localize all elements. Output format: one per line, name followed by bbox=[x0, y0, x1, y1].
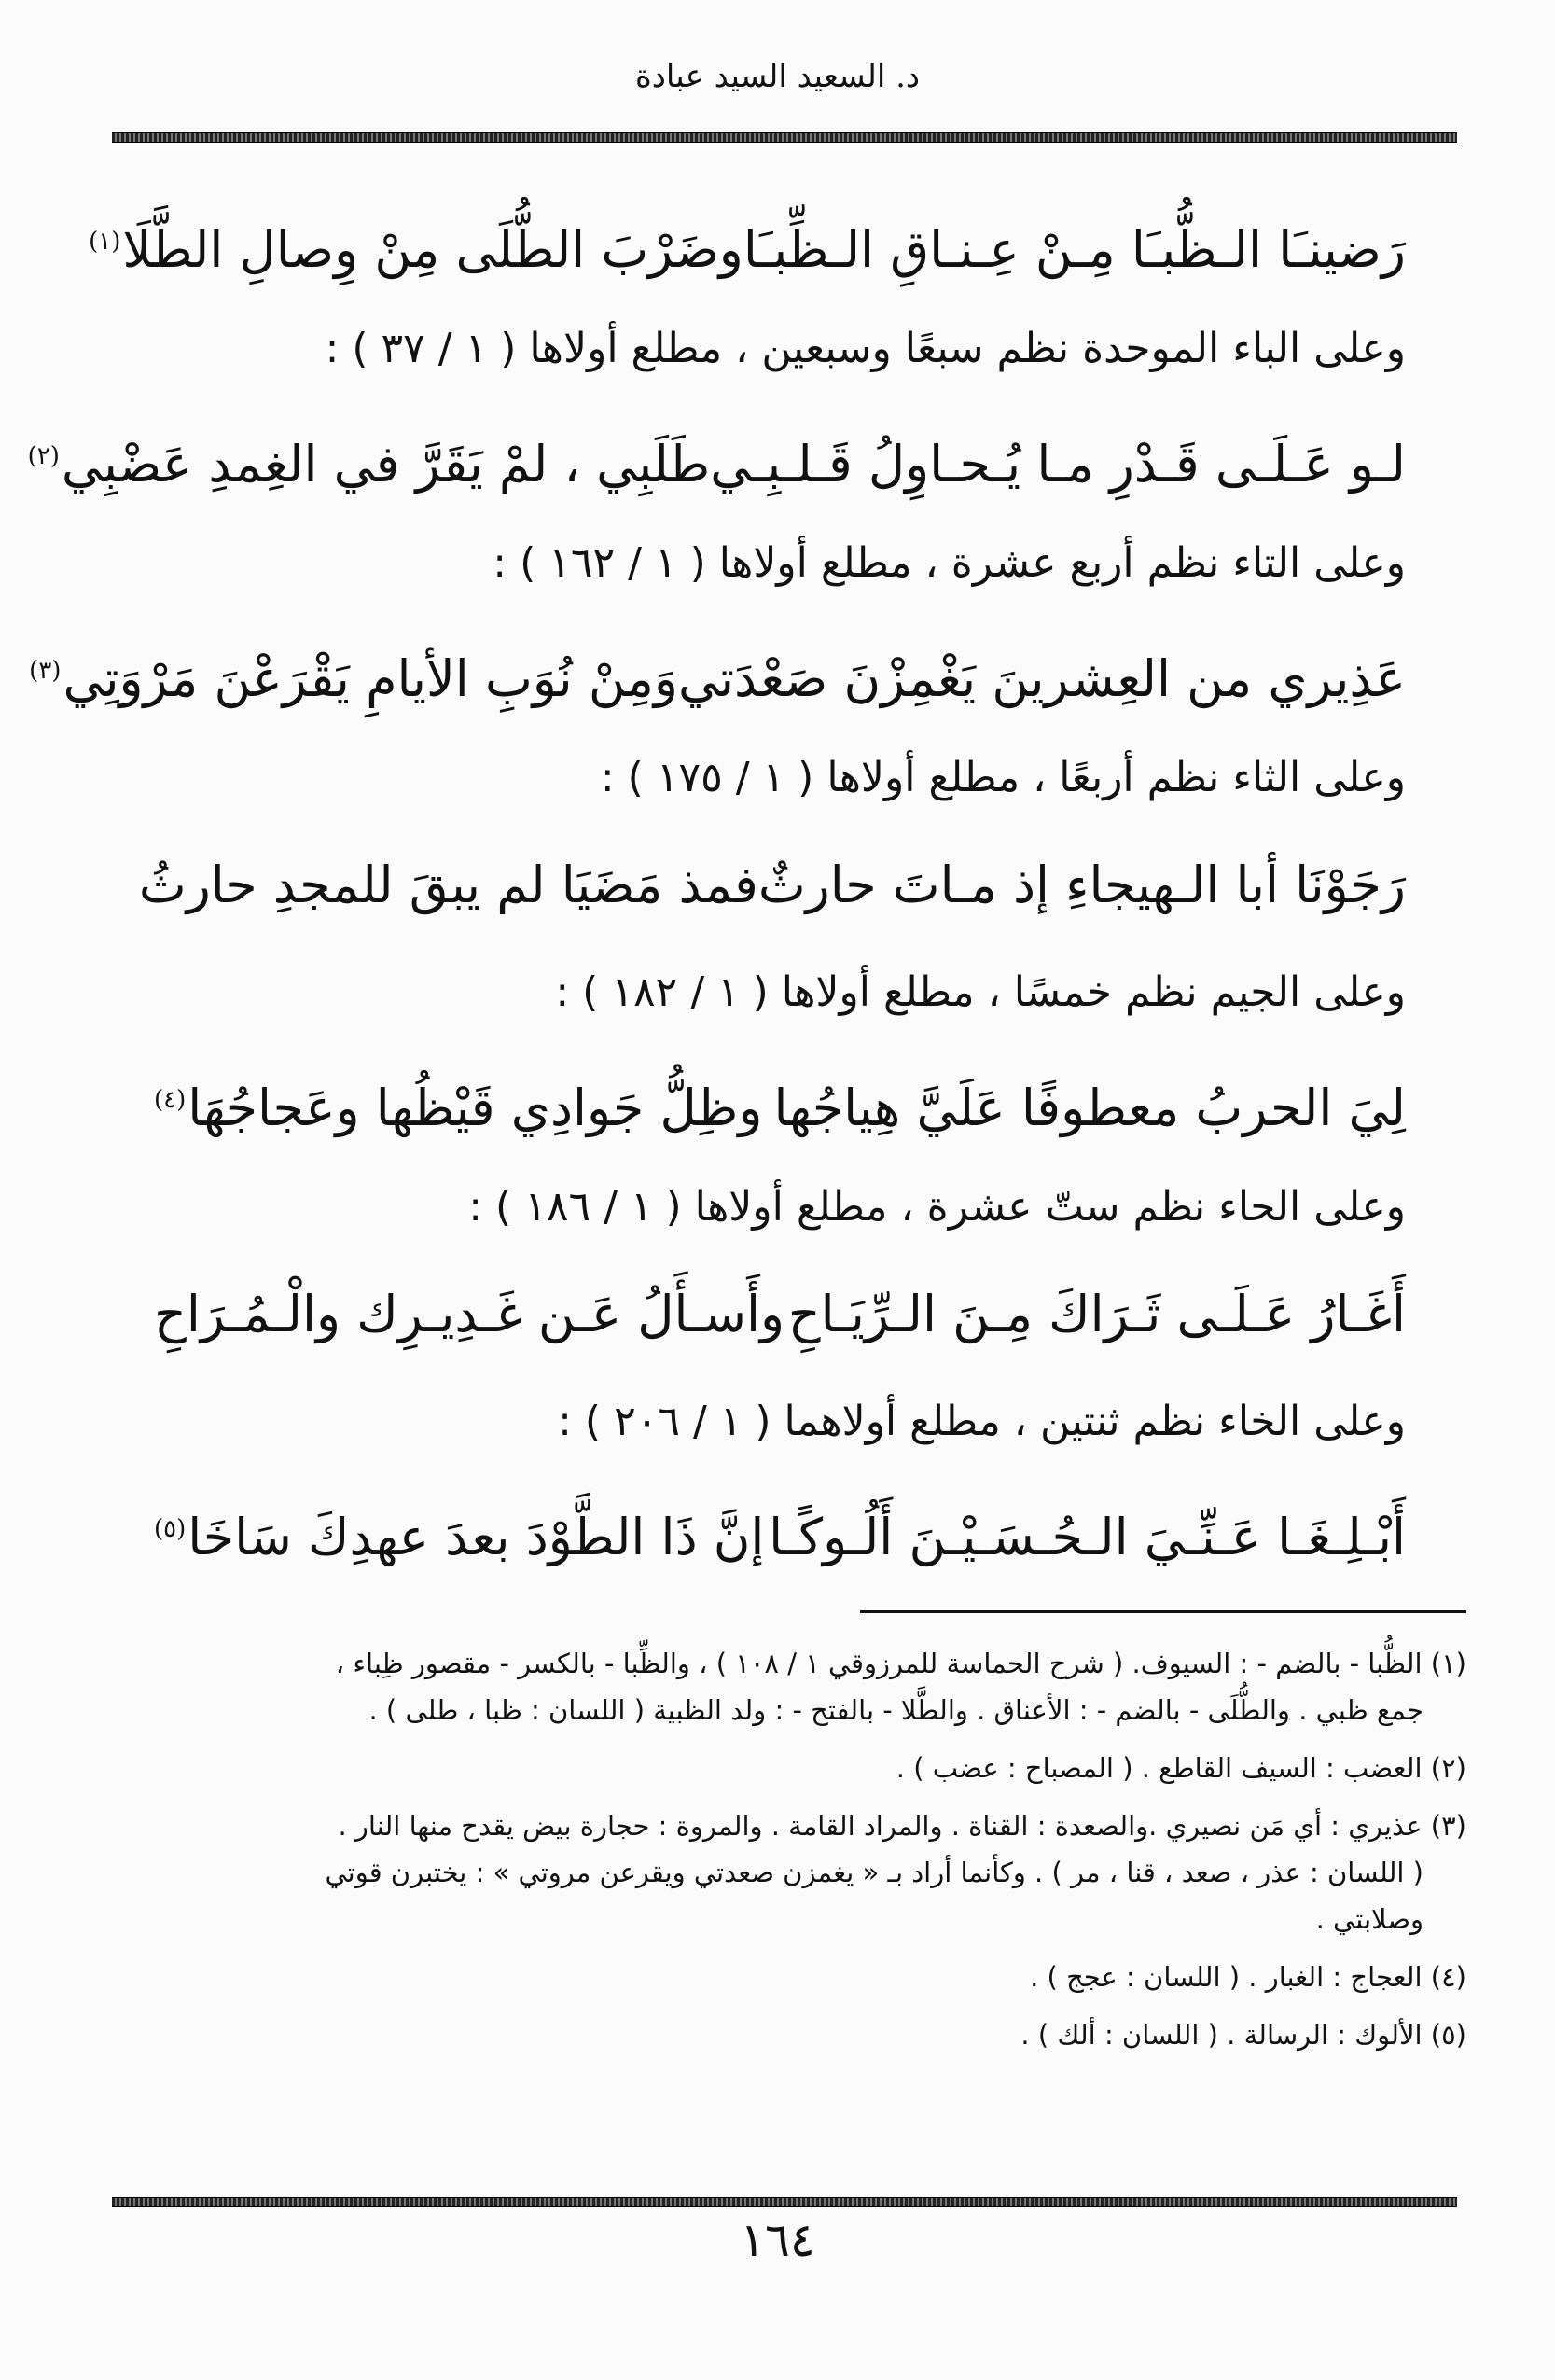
verse-first-hemistich: لـو عَـلَـى قَـدْرِ مـا يُـحـاوِلُ قَـلـبِـي bbox=[710, 435, 1406, 494]
verse-second-hemistich bbox=[154, 1474, 764, 1593]
footer-divider bbox=[112, 2197, 1457, 2207]
prose-line: وعلى التاء نظم أربع عشرة ، مطلع أولاها ( ١ / ١٦٢ ) : bbox=[493, 539, 1406, 587]
verse-second-hemistich bbox=[29, 616, 678, 734]
footnote-line: جمع ظبي . والطُّلَى - بالضم - : الأعناق . والطَّلا - بالفتح - : ولد الظبية ( اللسان : ظبا ، طلى ) . bbox=[368, 1694, 1423, 1726]
footnote-marker[interactable]: (١) bbox=[89, 228, 121, 256]
verse-second-hemistich bbox=[154, 1260, 784, 1370]
running-header-author: د. السعيد السيد عبادة bbox=[634, 58, 921, 95]
footnote-entry bbox=[93, 1802, 1466, 1942]
footnote-line: (٥) الألوك : الرسالة . ( اللسان : ألك ) . bbox=[1020, 2019, 1466, 2051]
verse-line bbox=[154, 1260, 1406, 1370]
page-number: ١٦٤ bbox=[740, 2213, 815, 2267]
footnote-marker[interactable]: (٣) bbox=[29, 657, 62, 685]
footnote-entry bbox=[93, 1954, 1466, 2000]
verse-line bbox=[138, 830, 1406, 940]
footnote-line: (٢) العضب : السيف القاطع . ( المصباح : عضب ) . bbox=[896, 1752, 1466, 1784]
verse-line bbox=[29, 616, 1406, 726]
prose-line: وعلى الجيم نظم خمسًا ، مطلع أولاها ( ١ / ١٨٢ ) : bbox=[555, 968, 1406, 1016]
footnote-line: (١) الظُّبا - بالضم - : السيوف. ( شرح الحماسة للمرزوقي ١ / ١٠٨ ) ، والظِّبا - بالكسر - مقصور ظِباء ، bbox=[335, 1648, 1466, 1679]
footnote-marker[interactable]: (٢) bbox=[27, 442, 60, 470]
footnote-marker[interactable]: (٥) bbox=[154, 1515, 187, 1543]
verse-second-hemistich-text: وأَسـأَلُ عَـن غَـدِيـرِك والْـمُـرَاحِ bbox=[154, 1285, 785, 1343]
footnote-marker[interactable]: (٤) bbox=[154, 1086, 187, 1114]
verse-second-hemistich-text: وضَرْبَ الطُّلَى مِنْ وِصالِ الطَّلَا bbox=[122, 220, 743, 279]
footnote-entry bbox=[93, 1640, 1466, 1733]
footnotes bbox=[93, 1640, 1466, 2069]
verse-first-hemistich: رَضينـَا الـظُّبـَا مِـنْ عِـنـاقِ الـظِّبـَا bbox=[743, 220, 1406, 279]
verse-second-hemistich-text: وظِلُّ جَوادِي قَيْظُها وعَجاجُهَا bbox=[187, 1079, 763, 1137]
verse-second-hemistich bbox=[89, 187, 743, 305]
prose-line: وعلى الخاء نظم ثنتين ، مطلع أولاهما ( ١ / ٢٠٦ ) : bbox=[558, 1398, 1406, 1445]
verse-second-hemistich-text: فمذ مَضَيَا لم يبقَ للمجدِ حارثُ bbox=[138, 856, 758, 914]
verse-first-hemistich: رَجَوْنَا أبا الـهيجاءِ إذ مـاتَ حارثٌ bbox=[757, 856, 1406, 914]
footnote-entry bbox=[93, 2011, 1466, 2058]
prose-line: وعلى الباء الموحدة نظم سبعًا وسبعين ، مطلع أولاها ( ١ / ٣٧ ) : bbox=[325, 325, 1406, 372]
footnote-line: (٤) العجاج : الغبار . ( اللسان : عجج ) . bbox=[1030, 1961, 1466, 1993]
verse-first-hemistich: أَغَـارُ عَـلَـى ثَـرَاكَ مِـنَ الـرِّيَـاحِ bbox=[787, 1285, 1406, 1343]
verse-first-hemistich: لِيَ الحربُ معطوفًا عَلَيَّ هِياجُها bbox=[773, 1079, 1406, 1137]
footnote-entry bbox=[93, 1745, 1466, 1791]
prose-line: وعلى الثاء نظم أربعًا ، مطلع أولاها ( ١ / ١٧٥ ) : bbox=[600, 754, 1406, 801]
footnote-line: (٣) عذيري : أي مَن نصيري .والصعدة : القناة . والمراد القامة . والمروة : حجارة بيض يقدح منها النار . bbox=[338, 1810, 1466, 1842]
footnote-line: ( اللسان : عذر ، صعد ، قنا ، مر ) . وكأنما أراد بـ « يغمزن صعدتي ويقرعن مروتي » : يختبرن قوتي bbox=[325, 1857, 1423, 1888]
verse-line bbox=[154, 1474, 1406, 1584]
verse-second-hemistich-text: طَلَبِي ، لمْ يَقَرَّ في الغِمدِ عَضْبِي bbox=[61, 435, 711, 494]
footnote-separator bbox=[860, 1610, 1466, 1613]
verse-line bbox=[27, 401, 1406, 511]
verse-second-hemistich-text: وَمِنْ نُوَبِ الأيامِ يَقْرَعْنَ مَرْوَتِي bbox=[62, 649, 678, 708]
verse-second-hemistich-text: إنَّ ذَا الطَّوْدَ بعدَ عهدِكَ سَاخَا bbox=[187, 1508, 765, 1566]
verse-line bbox=[154, 1045, 1406, 1155]
verse-second-hemistich bbox=[154, 1045, 762, 1163]
footnote-line: وصلابتي . bbox=[1315, 1903, 1423, 1935]
verse-second-hemistich bbox=[139, 830, 758, 940]
verse-line bbox=[89, 187, 1406, 297]
header-divider bbox=[112, 132, 1457, 143]
verse-second-hemistich bbox=[28, 401, 711, 520]
main-text bbox=[27, 187, 1406, 1584]
verse-first-hemistich: عَذِيري من العِشرينَ يَغْمِزْنَ صَعْدَتي bbox=[678, 649, 1406, 708]
verse-first-hemistich: أَبْـلِـغَـا عَـنِّـيَ الـحُـسَـيْـنَ أَلُـوكًـا bbox=[769, 1508, 1406, 1566]
prose-line: وعلى الحاء نظم ستّ عشرة ، مطلع أولاها ( ١ / ١٨٦ ) : bbox=[468, 1183, 1406, 1231]
